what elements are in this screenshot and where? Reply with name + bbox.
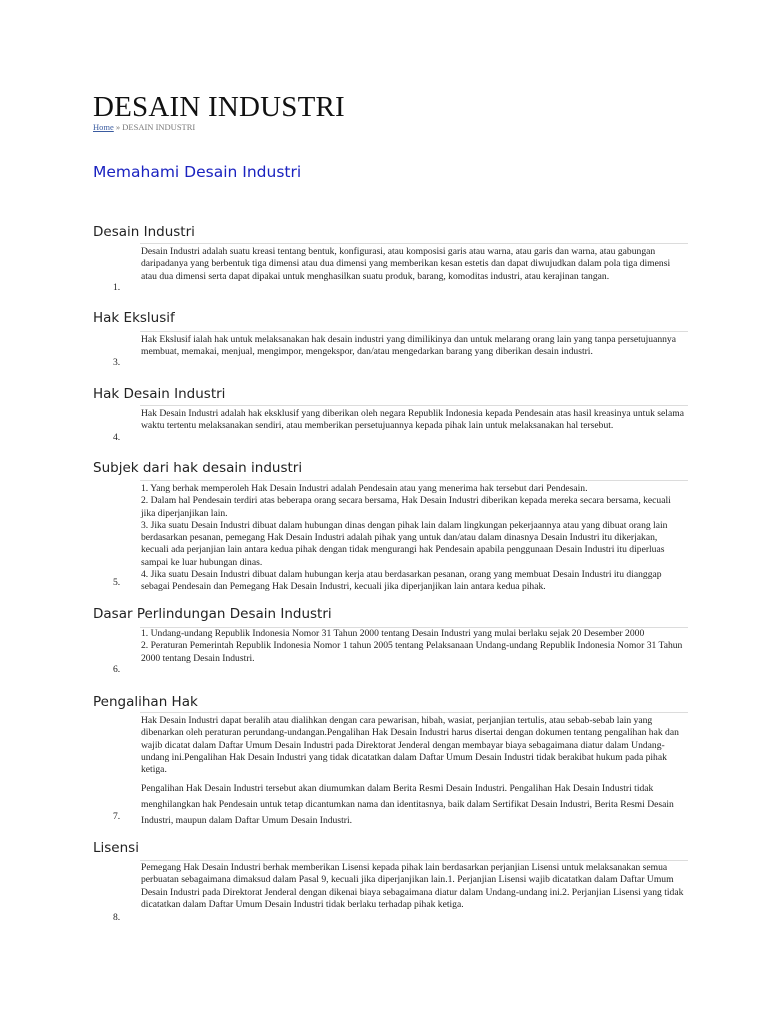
- section-paragraph: 4. Jika suatu Desain Industri dibuat dalam hubungan kerja atau berdasarkan pesanan, orang yang membuat Desain Industri itu dianggap sebagai Pendesain dan Pemegang Hak Desain Industri, kecuali jika diperjanjikan lain antara kedua pihak.: [141, 569, 662, 593]
- section-heading-dasar-perlindungan: Dasar Perlindungan Desain Industri: [93, 606, 332, 622]
- section-paragraph: Pemegang Hak Desain Industri berhak memberikan Lisensi kepada pihak lain berdasarkan perjanjian Lisensi untuk melaksanakan semua perbuatan sebagaimana dimaksud dalam Pasal 9, kecuali jika diperjanjikan lain.1. Perjanjian Lisensi wajib dicatatkan dalam Daftar Umum Desain Industri pada Direktorat Jenderal dengan dikenai biaya sebagaimana diatur dalam Undang-undang ini.2. Perjanjian Lisensi yang tidak dicatatkan dalam Daftar Umum Desain Industri tidak berlaku terhadap pihak ketiga.: [141, 862, 684, 910]
- section-body-lisensi: [141, 862, 687, 911]
- list-number: 6.: [113, 664, 121, 675]
- list-number: 1.: [113, 282, 121, 293]
- section-divider: [140, 860, 688, 861]
- section-paragraph: Hak Desain Industri dapat beralih atau dialihkan dengan cara pewarisan, hibah, wasiat, perjanjian tertulis, atau sebab-sebab lain yang dibenarkan oleh peraturan perundang-undangan.Pengalihan Hak Desain Industri harus disertai dengan dokumen tentang pengalihan hak dan wajib dicatat dalam Daftar Umum Desain Industri pada Direktorat Jenderal dengan membayar biaya sebagaimana diatur dalam Undang-undang ini.Pengalihan Hak Desain Industri yang tidak dicatatkan dalam Daftar Umum Desain Industri tidak berakibat hukum pada pihak ketiga.: [141, 715, 679, 776]
- page-subtitle: Memahami Desain Industri: [93, 163, 302, 181]
- section-paragraph: 1. Yang berhak memperoleh Hak Desain Industri adalah Pendesain atau yang menerima hak tersebut dari Pendesain.: [141, 483, 588, 494]
- section-paragraph: 2. Peraturan Pemerintah Republik Indonesia Nomor 1 tahun 2005 tentang Pelaksanaan Undang-undang Republik Indonesia Nomor 31 Tahun 2000 tentang Desain Industri.: [141, 640, 683, 664]
- section-heading-desain-industri: Desain Industri: [93, 224, 195, 240]
- section-heading-hak-desain-industri: Hak Desain Industri: [93, 386, 226, 402]
- section-body-pengalihan-hak: [141, 715, 687, 829]
- section-body-hak-ekslusif: [141, 334, 687, 359]
- section-heading-subjek-hak: Subjek dari hak desain industri: [93, 460, 303, 476]
- section-paragraph: Hak Desain Industri adalah hak eksklusif yang diberikan oleh negara Republik Indonesia kepada Pendesain atas hasil kreasinya untuk selama waktu tertentu melaksanakan sendiri, atau memberikan persetujuannya kepada pihak lain untuk melaksanakan hal tersebut.: [141, 408, 684, 432]
- section-paragraph: Hak Ekslusif ialah hak untuk melaksanakan hak desain industri yang dimilikinya dan untuk melarang orang lain yang tanpa persetujuannya membuat, memakai, menjual, mengimpor, mengekspor, dan/atau mengedarkan barang yang diberikan desain industri.: [141, 334, 676, 358]
- list-number: 4.: [113, 432, 121, 443]
- section-paragraph: Pengalihan Hak Desain Industri tersebut akan diumumkan dalam Berita Resmi Desain Industri. Pengalihan Hak Desain Industri tidak menghilangkan hak Pendesain untuk tetap dicantumkan nama dan identitasnya, baik dalam Sertifikat Desain Industri, Berita Resmi Desain Industri, maupun dalam Daftar Umum Desain Industri.: [141, 783, 674, 827]
- section-paragraph: 1. Undang-undang Republik Indonesia Nomor 31 Tahun 2000 tentang Desain Industri yang mulai berlaku sejak 20 Desember 2000: [141, 628, 645, 639]
- section-body-desain-industri: [141, 246, 687, 283]
- section-divider: [140, 405, 688, 406]
- section-divider: [140, 243, 688, 244]
- breadcrumb-home-link[interactable]: Home: [93, 122, 114, 132]
- section-heading-lisensi: Lisensi: [93, 840, 139, 856]
- breadcrumb-current: DESAIN INDUSTRI: [122, 122, 196, 132]
- section-divider: [140, 331, 688, 332]
- breadcrumb: [93, 122, 195, 133]
- list-number: 3.: [113, 357, 121, 368]
- section-paragraph: 2. Dalam hal Pendesain terdiri atas beberapa orang secara bersama, Hak Desain Industri diberikan kepada mereka secara bersama, kecuali jika diperjanjikan lain.: [141, 495, 671, 519]
- section-paragraph: Desain Industri adalah suatu kreasi tentang bentuk, konfigurasi, atau komposisi garis atau warna, atau garis dan warna, atau gabungan daripadanya yang berbentuk tiga dimensi atau dua dimensi yang memberikan kesan estetis dan dapat diwujudkan dalam pola tiga dimensi atau dua dimensi serta dapat dipakai untuk menghasilkan suatu produk, barang, komoditas industri, atau kerajinan tangan.: [141, 246, 671, 282]
- section-divider: [140, 480, 688, 481]
- section-body-hak-desain-industri: [141, 408, 687, 433]
- breadcrumb-separator: »: [113, 122, 123, 132]
- list-number: 7.: [113, 811, 121, 822]
- section-body-dasar-perlindungan: [141, 628, 687, 665]
- list-number: 5.: [113, 577, 121, 588]
- section-divider: [140, 712, 688, 713]
- page-title: DESAIN INDUSTRI: [93, 91, 345, 123]
- section-paragraph: 3. Jika suatu Desain Industri dibuat dalam hubungan dinas dengan pihak lain dalam lingkungan pekerjaannya atau yang dibuat orang lain berdasarkan pesanan, pemegang Hak Desain Industri adalah pihak yang untuk dan/atau dalam dinasnya Desain Industri itu dikerjakan, kecuali ada perjanjian lain antara kedua pihak dengan tidak mengurangi hak Pendesain apabila penggunaan Desain Industri itu diperluas sampai ke luar hubungan dinas.: [141, 519, 668, 568]
- section-body-subjek-hak: [141, 483, 687, 594]
- section-heading-hak-ekslusif: Hak Ekslusif: [93, 310, 175, 326]
- list-number: 8.: [113, 912, 121, 923]
- section-heading-pengalihan-hak: Pengalihan Hak: [93, 694, 198, 710]
